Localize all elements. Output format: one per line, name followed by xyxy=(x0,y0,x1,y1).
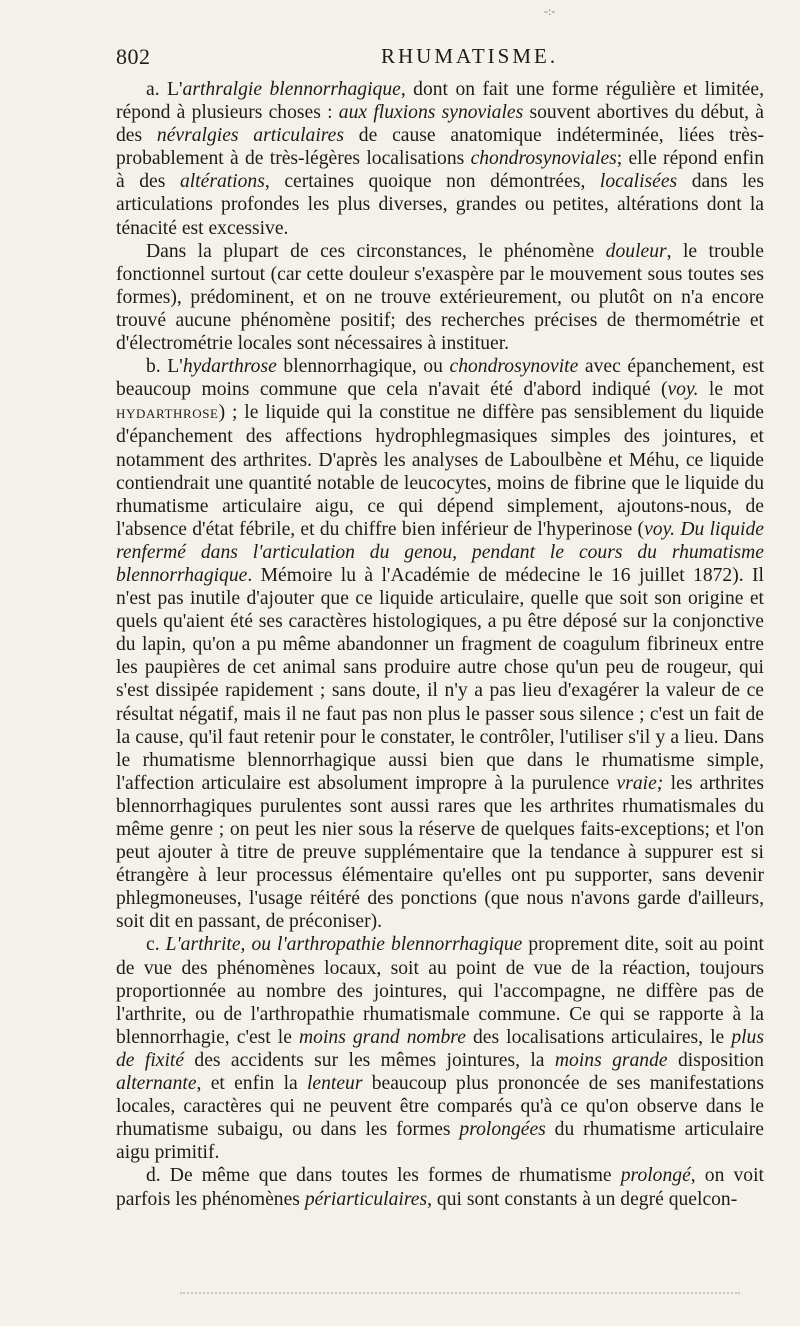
paragraph-b: b. L'hydarthrose blennorrhagique, ou chondrosynovite avec épanchement, est beaucoup moins commune que cela n'avait été d'abord indiqué (voy. le mot HYDARTHROSE) ; le liquide qui la constitue ne diffère pas sensiblement du liquide d'épanchement des affections hydrophlegmasiques simples des jointures, et notamment des arthrites. D'après les analyses de Laboulbène et Méhu, ce liquide contiendrait une quantité notable de leucocytes, moins de fibrine que le liquide du rhumatisme articulaire aigu, ce qui dépend simplement, ajoutons-nous, de l'absence d'état fébrile, et du chiffre bien inférieur de l'hyperinose (voy. Du liquide renfermé dans l'articulation du genou, pendant le cours du rhumatisme blennorrhagique. Mémoire lu à l'Académie de médecine le 16 juillet 1872). Il n'est pas inutile d'ajouter que ce liquide articulaire, quelle que soit son origine et quels qu'aient été ses caractères histologiques, a pu être déposé sur la conjonctive du lapin, qu'on a pu même abandonner un fragment de coagulum fibrineux entre les paupières de cet animal sans produire autre chose qu'un peu de rougeur, qui s'est dissipée rapidement ; sans doute, il n'y a pas lieu d'exagérer la valeur de ce résultat négatif, mais il ne faut pas non plus le passer sous silence ; c'est un fait de la cause, qu'il faut retenir pour le constater, le contrôler, l'utiliser s'il y a lieu. Dans le rhumatisme blennorrhagique aussi bien que dans le rhumatisme simple, l'affection articulaire est absolument impropre à la purulence vraie; les arthrites blennorrhagiques purulentes sont aussi rares que les arthrites rhumatismales du même genre ; on peut les nier sous la réserve de quelques faits-exceptions; et l'on peut ajouter à titre de preuve supplémentaire que la tendance à suppurer est si étrangère à leur processus élémentaire qu'elles ont pu supporter, sans devenir phlegmoneuses, l'usage réitéré des ponctions (que nous n'avons garde d'ailleurs, soit dit en passant, de préconiser). xyxy=(116,356,765,933)
running-head: RHUMATISME. xyxy=(381,44,559,68)
paragraph-d: d. De même que dans toutes les formes de rhumatisme prolongé, on voit parfois les phénomènes périarticulaires, qui sont constants à un degré quelcon- xyxy=(116,1165,764,1210)
paragraph-a: a. L'arthralgie blennorrhagique, dont on fait une forme régulière et limitée, répond à plusieurs choses : aux fluxions synoviales souvent abortives du début, à des névralgies articulaires de cause anatomique indéterminée, liées très-probablement à de très-légères localisations chondrosynoviales; elle répond enfin à des altérations, certaines quoique non démontrées, localisées dans les articulations profondes les plus diverses, grandes ou petites, altérations dont la ténacité est excessive. xyxy=(116,79,764,239)
paragraph-c: c. L'arthrite, ou l'arthropathie blennorrhagique proprement dite, soit au point de vue des phénomènes locaux, soit au point de vue de la réaction, toujours proportionnée au nombre des jointures, qui l'accompagne, ne diffère pas de l'arthrite, ou de l'arthropathie rhumatismale commune. Ce qui se rapporte à la blennorrhagie, c'est le moins grand nombre des localisations articulaires, le plus de fixité des accidents sur les mêmes jointures, la moins grande disposition alternante, et enfin la lenteur beaucoup plus prononcée de ses manifestations locales, caractères qui ne peuvent être comparés qu'à ce qu'on observe dans le rhumatisme subaigu, ou dans les formes prolongées du rhumatisme articulaire aigu primitif. xyxy=(116,934,764,1164)
paragraph-douleur: Dans la plupart de ces circonstances, le phénomène douleur, le trouble fonctionnel surtout (car cette douleur s'exaspère par le mouvement sous toutes ses formes), prédominent, et on ne trouve extérieurement, ou plutôt on n'a encore trouvé aucune phénomène positif; des recherches précises de thermométrie et d'électrométrie locales sont nécessaires à instituer. xyxy=(116,240,765,355)
footer-rule xyxy=(180,1292,740,1298)
page-header xyxy=(116,44,756,74)
scan-mark: -:- xyxy=(544,4,556,18)
page-number: 802 xyxy=(116,44,151,69)
body-text xyxy=(116,78,764,1211)
